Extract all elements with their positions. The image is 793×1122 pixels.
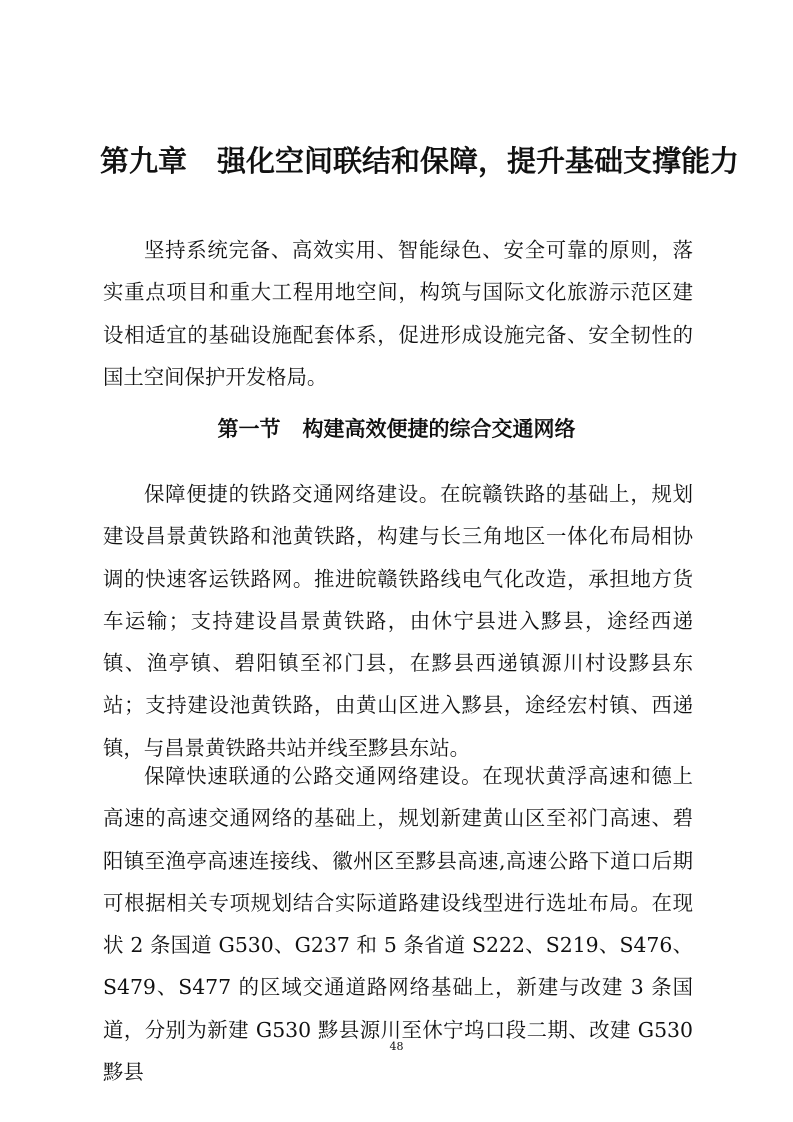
intro-paragraph: 坚持系统完备、高效实用、智能绿色、安全可靠的原则，落实重点项目和重大工程用地空间，构筑与国际文化旅游示范区建设相适宜的基础设施配套体系，促进形成设施完备、安全韧性的国土空间保护开发格局。 [103, 238, 693, 389]
highway-paragraph: 保障快速联通的公路交通网络建设。在现状黄浮高速和德上高速的高速交通网络的基础上，规划新建黄山区至祁门高速、碧阳镇至渔亭高速连接线、徽州区至黟县高速,高速公路下道口后期可根据相关专项规划结合实际道路建设线型进行选址布局。在现状 2 条国道 G530、G237 和 5 条省道 S222、S219、S476、S479、S477 的区域交通道路网络基础上，新建与改建 3 条国道，分别为新建 G530 黟县源川至休宁坞口段二期、改建 G530 黟县 [103, 764, 693, 1085]
page-number: 48 [389, 1040, 404, 1053]
section-title [0, 409, 793, 449]
section-number: 第一节 [217, 417, 281, 441]
chapter-title [100, 138, 740, 184]
section-title-text: 构建高效便捷的综合交通网络 [302, 417, 576, 441]
chapter-number: 第九章 [100, 144, 188, 178]
chapter-title-text: 强化空间联结和保障，提升基础支撑能力 [217, 144, 740, 178]
railway-paragraph: 保障便捷的铁路交通网络建设。在皖赣铁路的基础上，规划建设昌景黄铁路和池黄铁路，构建与长三角地区一体化布局相协调的快速客运铁路网。推进皖赣铁路线电气化改造，承担地方货车运输；支持建设昌景黄铁路，由休宁县进入黟县，途经西递镇、渔亭镇、碧阳镇至祁门县，在黟县西递镇源川村设黟县东站；支持建设池黄铁路，由黄山区进入黟县，途经宏村镇、西递镇，与昌景黄铁路共站并线至黟县东站。 [103, 482, 693, 760]
